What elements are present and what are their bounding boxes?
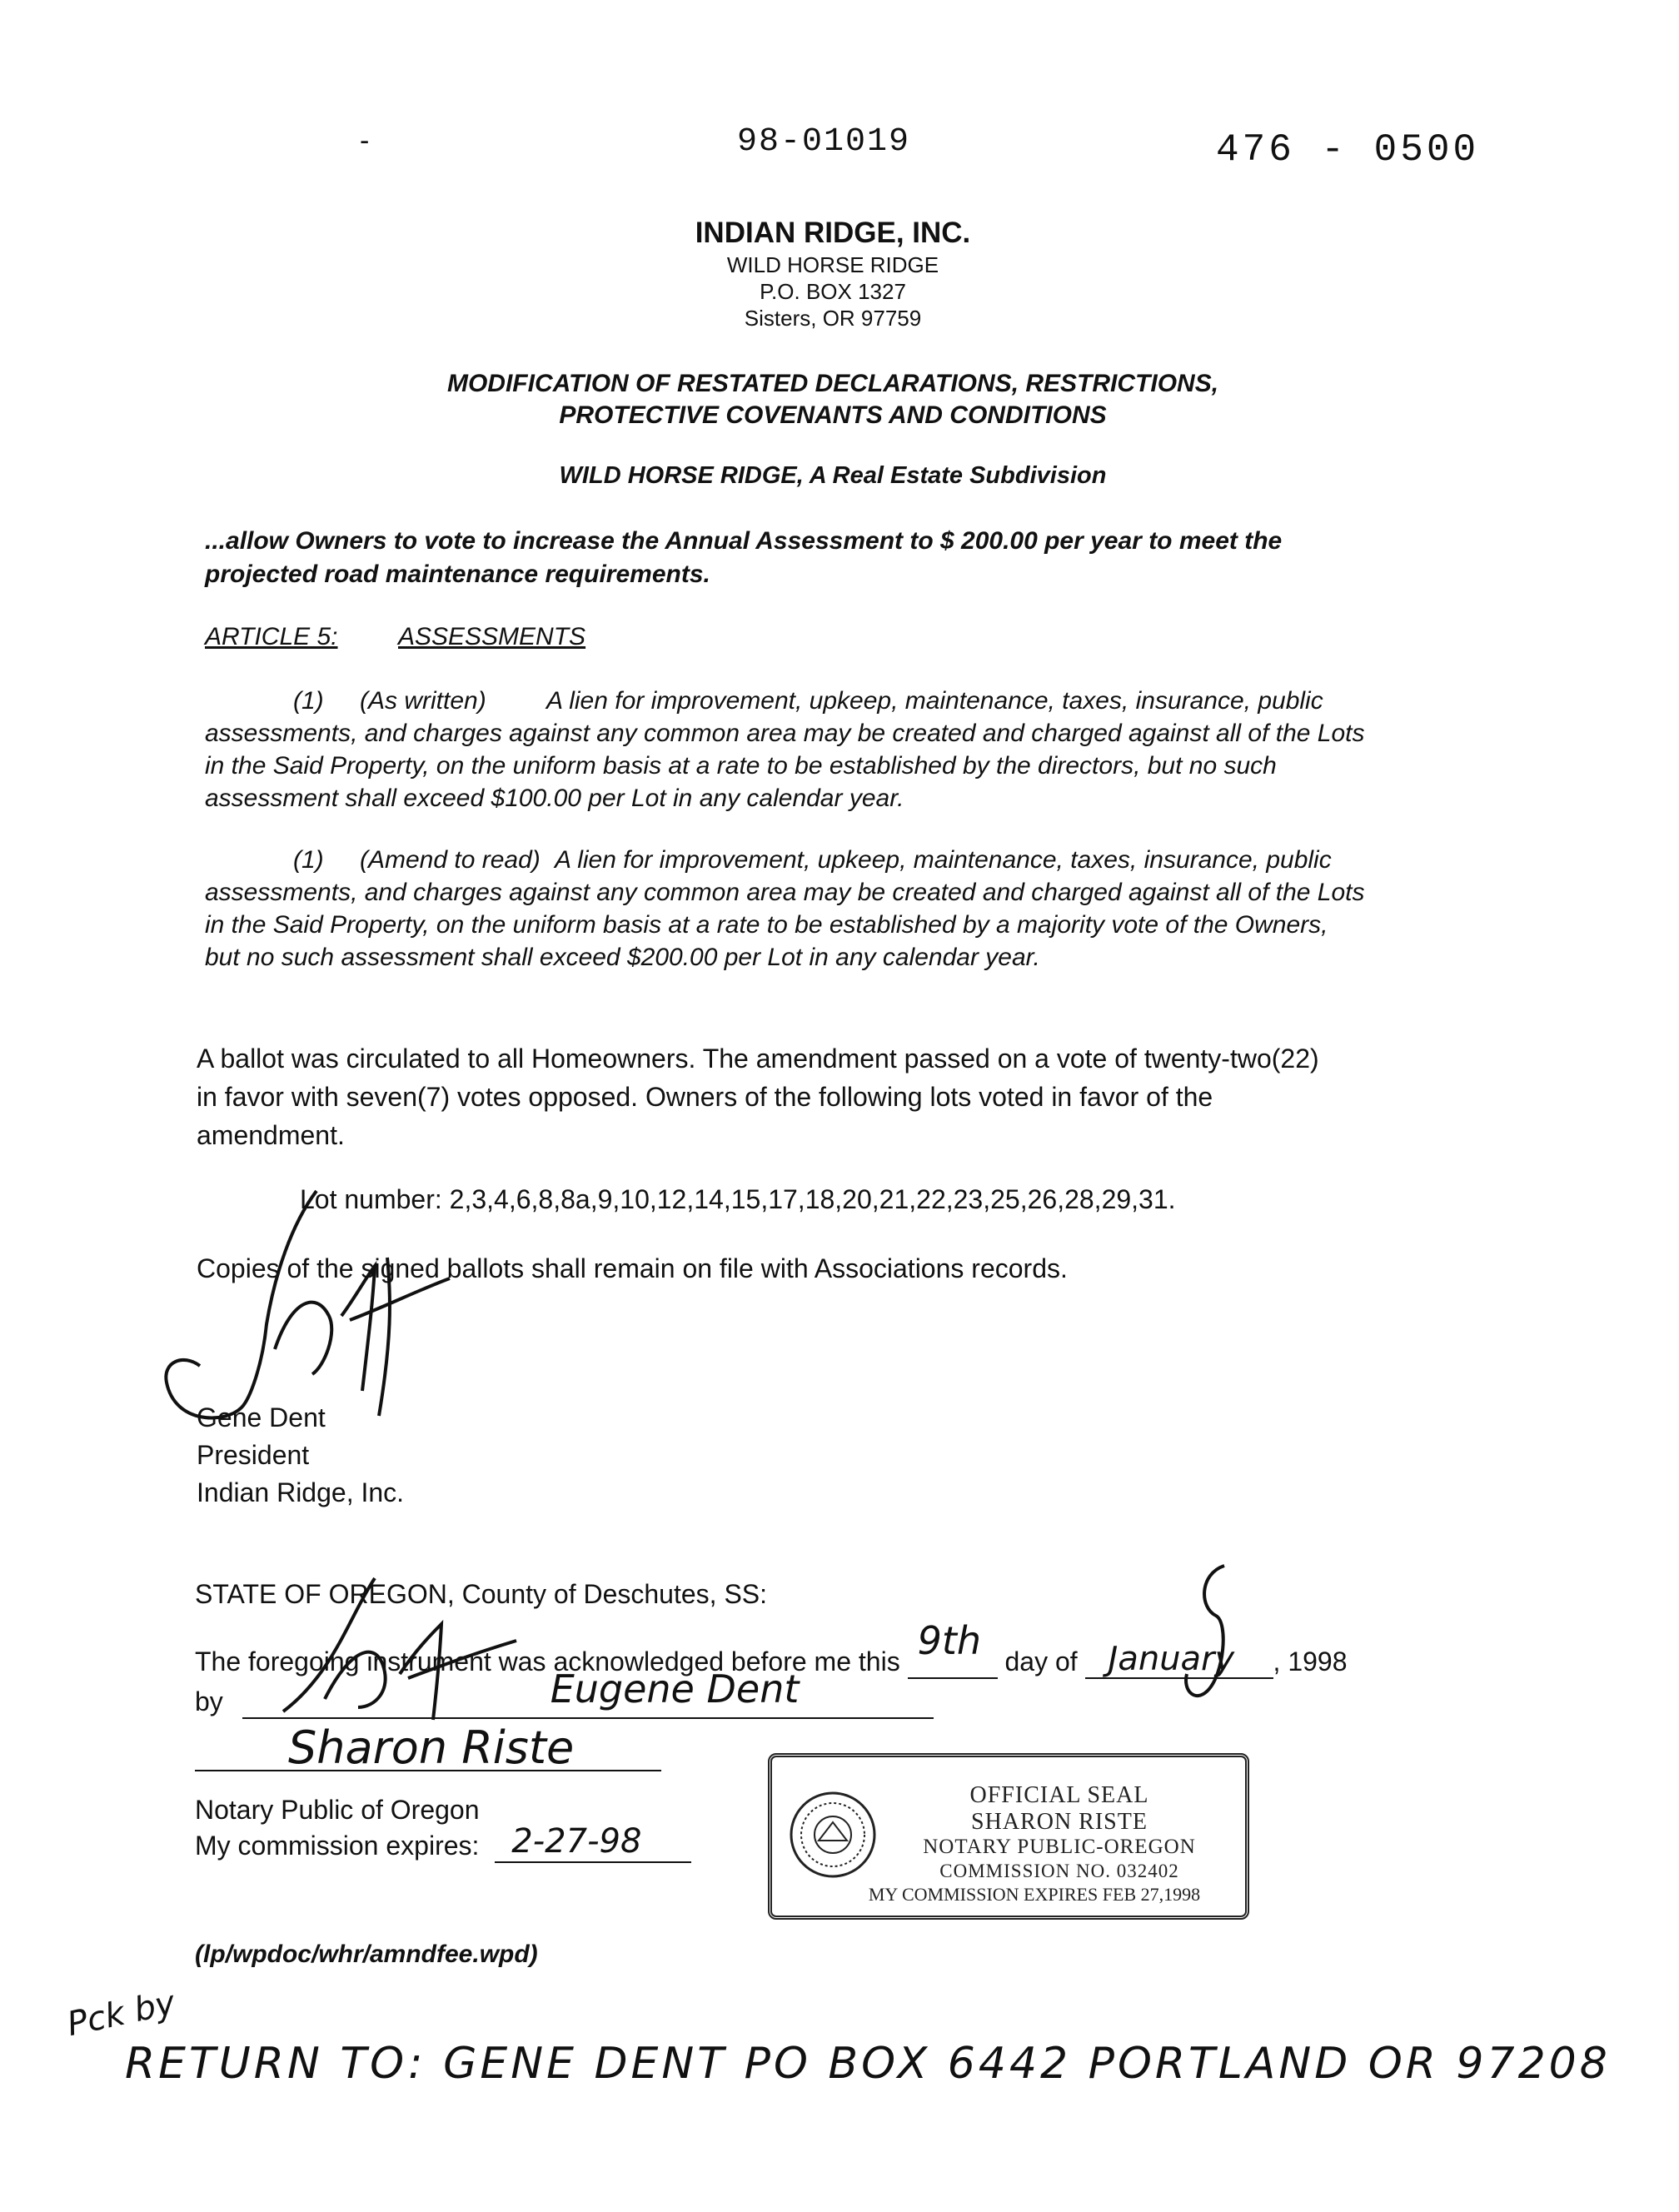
clause-written-text-1: A lien for improvement, upkeep, maintenance, taxes, insurance, public (546, 687, 1323, 715)
ack-month-handwritten: January (1108, 1640, 1235, 1678)
signatory-org: Indian Ridge, Inc. (197, 1477, 405, 1507)
ack-year: 1998 (1288, 1647, 1348, 1676)
seal-line-4: COMMISSION NO. 032402 (939, 1861, 1179, 1881)
seal-line-2: SHARON RISTE (971, 1809, 1148, 1835)
ack-comma: , (1273, 1647, 1281, 1676)
ack-prefix: The foregoing instrument was acknowledged before me this (195, 1647, 900, 1676)
notary-signature-handwritten: Sharon Riste (288, 1721, 575, 1774)
clause-written-line-2: assessments, and charges against any common area may be created and charged against all of the Lots (205, 720, 1365, 747)
clause-written-number: (1) (293, 687, 324, 715)
ack-day (908, 1618, 998, 1679)
commission-date-blank (495, 1822, 691, 1863)
seal-line-5: MY COMMISSION EXPIRES FEB 27,1998 (868, 1884, 1201, 1905)
clause-written-tag: (As written) (360, 687, 486, 715)
org-block (500, 215, 1166, 331)
handwritten-initials: Pck by (63, 1983, 179, 2045)
return-to-address: RETURN TO: GENE DENT PO BOX 6442 PORTLAND OR 97208 (125, 2039, 1611, 2089)
clause-amended-line-2: assessments, and charges against any common area may be created and charged against all of the Lots (205, 879, 1365, 906)
ballot-line-2: in favor with seven(7) votes opposed. Owners of the following lots voted in favor of the (197, 1082, 1213, 1112)
ballot-paragraph (197, 1039, 1319, 1154)
month-flourish (1166, 1557, 1258, 1707)
clause-written-line-3: in the Said Property, on the uniform basis at a rate to be established by the directors, but no such (205, 752, 1277, 780)
official-seal-stamp (768, 1753, 1249, 1920)
clause-amended-line-1 (205, 844, 1364, 876)
recording-number: 476 - 0500 (1216, 128, 1480, 172)
ack-day-handwritten: 9th (917, 1618, 982, 1663)
commission-label: My commission expires: (195, 1831, 480, 1861)
clause-amended-line-3: in the Said Property, on the uniform basis at a rate to be established by a majority vote of the Owners, (205, 911, 1328, 939)
title-line-2: PROTECTIVE COVENANTS AND CONDITIONS (559, 401, 1107, 429)
commission-date-handwritten: 2-27-98 (511, 1822, 642, 1861)
org-line-2: P.O. BOX 1327 (760, 279, 906, 304)
clause-written-line-4: assessment shall exceed $100.00 per Lot in any calendar year. (205, 785, 904, 812)
lot-numbers: Lot number: 2,3,4,6,8,8a,9,10,12,14,15,17,18,20,21,22,23,25,26,28,29,31. (300, 1184, 1176, 1214)
clause-amended-number: (1) (293, 846, 324, 874)
document-subtitle: WILD HORSE RIDGE, A Real Estate Subdivision (559, 462, 1107, 489)
purpose-statement (205, 525, 1282, 591)
ballot-line-3: amendment. (197, 1120, 345, 1150)
org-line-1: WILD HORSE RIDGE (726, 252, 939, 277)
notary-overlap-signature (267, 1566, 533, 1732)
notary-state-line: STATE OF OREGON, County of Deschutes, SS: (195, 1579, 768, 1609)
commission-line (195, 1822, 691, 1863)
ballot-copies-note: Copies of the signed ballots shall remain on file with Associations records. (197, 1253, 1068, 1283)
signatory-block (197, 1399, 404, 1512)
org-line-3: Sisters, OR 97759 (744, 306, 922, 331)
notary-title: Notary Public of Oregon (195, 1795, 480, 1825)
signatory-name: Gene Dent (197, 1402, 326, 1432)
article-heading: ASSESSMENTS (398, 623, 586, 650)
seal-line-1: OFFICIAL SEAL (969, 1782, 1149, 1808)
file-path: (lp/wpdoc/whr/amndfee.wpd) (195, 1940, 538, 1968)
ballot-line-1: A ballot was circulated to all Homeowners. The amendment passed on a vote of twenty-two(22) (197, 1044, 1319, 1074)
clause-written-line-1 (205, 685, 1364, 717)
notary-signature-line (195, 1721, 661, 1774)
signatory-title: President (197, 1440, 310, 1470)
dash-mark: - (360, 125, 370, 157)
state-seal-emblem (787, 1789, 879, 1881)
seal-line-3: NOTARY PUBLIC-OREGON (923, 1836, 1196, 1858)
clause-amended-line-4: but no such assessment shall exceed $200.00 per Lot in any calendar year. (205, 944, 1040, 971)
title-line-1: MODIFICATION OF RESTATED DECLARATIONS, RESTRICTIONS, (446, 370, 1219, 397)
clause-amended (205, 844, 1364, 974)
clause-written (205, 685, 1364, 815)
purpose-line-1: ...allow Owners to vote to increase the Annual Assessment to $ 200.00 per year to meet the (205, 527, 1283, 555)
by-label: by (195, 1686, 223, 1716)
article-label: ARTICLE 5: (205, 623, 338, 650)
ack-day-of: day of (1004, 1647, 1078, 1676)
document-number: 98-01019 (737, 123, 911, 161)
purpose-line-2: projected road maintenance requirements. (205, 560, 710, 588)
clause-amended-text-1: A lien for improvement, upkeep, maintenance, taxes, insurance, public (555, 846, 1332, 874)
org-name: INDIAN RIDGE, INC. (695, 217, 971, 249)
clause-amended-tag: (Amend to read) (360, 846, 541, 874)
by-name-handwritten: Eugene Dent (550, 1666, 800, 1711)
document-title (250, 368, 1416, 431)
